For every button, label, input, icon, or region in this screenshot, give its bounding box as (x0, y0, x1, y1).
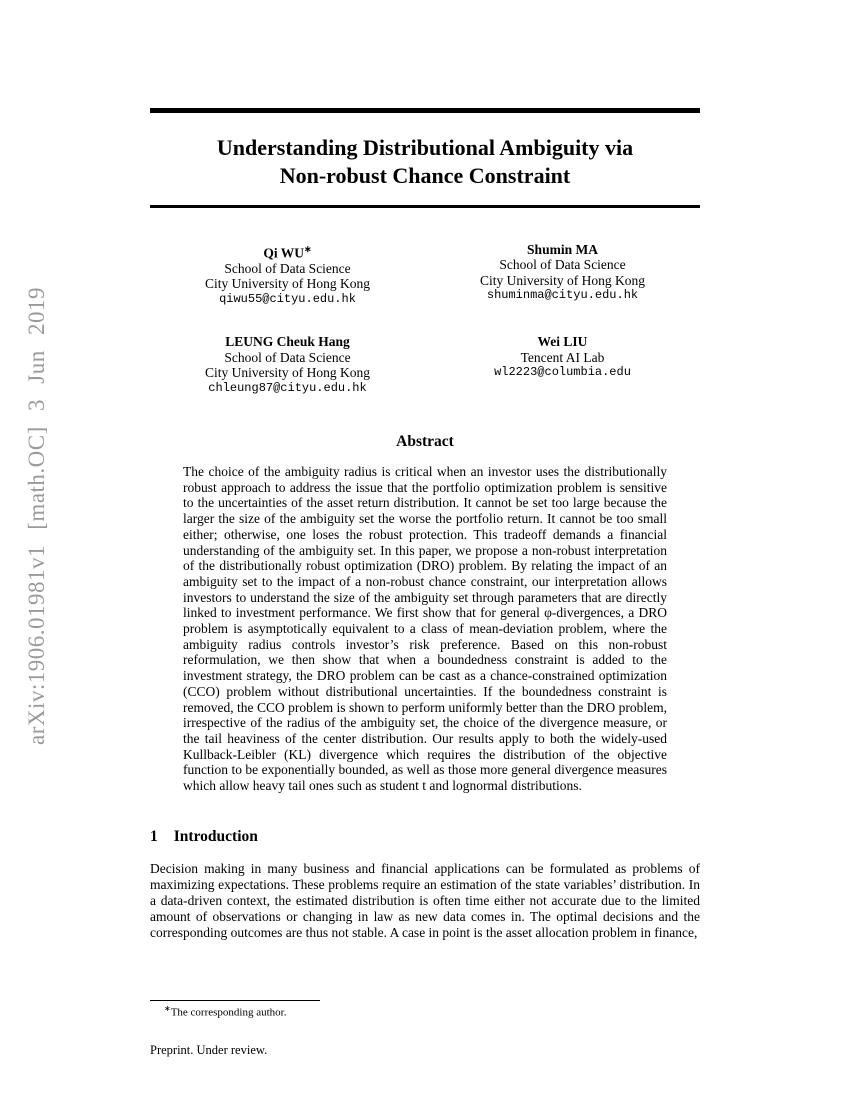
corresponding-author-mark: ∗ (304, 243, 312, 254)
paper-title-line1: Understanding Distributional Ambiguity via (216, 135, 634, 160)
author-email: wl2223@columbia.edu (494, 365, 631, 379)
author-shumin-ma (425, 242, 700, 308)
author-email: chleung87@cityu.edu.hk (208, 380, 367, 395)
author-name (150, 242, 425, 261)
arxiv-watermark: arXiv:1906.01981v1 [math.OC] 3 Jun 2019 (24, 287, 49, 745)
author-email: shuminma@cityu.edu.hk (486, 288, 639, 302)
footnote-mark: ∗ (164, 1004, 171, 1013)
author-name: Shumin MA (527, 241, 598, 257)
author-affiliation: School of Data Science (224, 260, 351, 276)
author-affiliation: City University of Hong Kong (205, 276, 370, 291)
author-email: qiwu55@cityu.edu.hk (219, 291, 356, 306)
author-name: LEUNG Cheuk Hang (225, 334, 350, 349)
author-affiliation: Tencent AI Lab (520, 349, 605, 365)
authors-block (150, 242, 700, 397)
author-leung-cheuk-hang (150, 334, 425, 396)
footnote-area (150, 1000, 700, 1019)
author-wei-liu (425, 334, 700, 396)
author-affiliation: City University of Hong Kong (480, 272, 645, 288)
author-affiliation: School of Data Science (499, 257, 626, 272)
author-affiliation: City University of Hong Kong (205, 365, 370, 380)
author-name: Wei LIU (537, 334, 588, 349)
paper-content (150, 0, 700, 941)
author-name-text: Qi WU (263, 245, 305, 260)
section-title: Introduction (173, 827, 258, 845)
footnote-content: The corresponding author. (170, 1006, 287, 1019)
section-1-body: Decision making in many business and financial applications can be formulated as problems of maximizing expectations. These problems require an estimation of the state variables’ distribution. In a data-driven context, the estimated distribution is often time either not accurate due to the limited amount of observations or changing in law as new data comes in. The optimal decisions and the corresponding outcomes are thus not stable. A case in point is the asset allocation problem in finance, (150, 860, 700, 940)
abstract-body: The choice of the ambiguity radius is critical when an investor uses the distributionally robust approach to address the issue that the portfolio optimization problem is sensitive to the uncertainties of the asset return distribution. It cannot be set too large because the larger the size of the ambiguity set the worse the portfolio return. It cannot be too small either; otherwise, one loses the robust protection. This tradeoff demands a financial understanding of the ambiguity set. In this paper, we propose a non-robust interpretation of the distributionally robust optimization (DRO) problem. By relating the impact of an ambiguity set to the impact of a non-robust chance constraint, our interpretation allows investors to understand the size of the ambiguity set through parameters that are directly linked to investment performance. We first show that for general φ-divergences, a DRO problem is asymptotically equivalent to a class of mean-deviation problem, where the ambiguity radius controls investor’s risk preference. Based on this non-robust reformulation, we then show that when a boundedness constraint is added to the investment strategy, the DRO problem can be cast as a chance-constrained optimization (CCO) problem without distributional uncertainties. If the boundedness constraint is removed, the CCO problem is shown to perform uniformly better than the DRO problem, irrespective of the radius of the ambiguity set, the choice of the divergence measure, or the tail heaviness of the center distribution. Our results apply to both the widely-used Kullback-Leibler (KL) divergence which requires the distribution of the objective function to be exponentially bounded, as well as those more general divergence measures which allow heavy tail ones such as student t and lognormal distributions. (183, 464, 667, 794)
footnote-rule (150, 1000, 320, 1001)
section-1-heading (150, 828, 700, 846)
preprint-footer: Preprint. Under review. (150, 1043, 268, 1057)
paper-title-line2: Non-robust Chance Constraint (279, 163, 571, 188)
author-affiliation: School of Data Science (224, 349, 351, 365)
abstract-heading: Abstract (396, 433, 454, 450)
author-qi-wu (150, 242, 425, 308)
paper-title (150, 134, 700, 190)
title-bottom-rule (150, 205, 700, 208)
top-rule (150, 108, 700, 113)
footnote-text (150, 1004, 700, 1019)
section-number: 1 (150, 827, 158, 845)
